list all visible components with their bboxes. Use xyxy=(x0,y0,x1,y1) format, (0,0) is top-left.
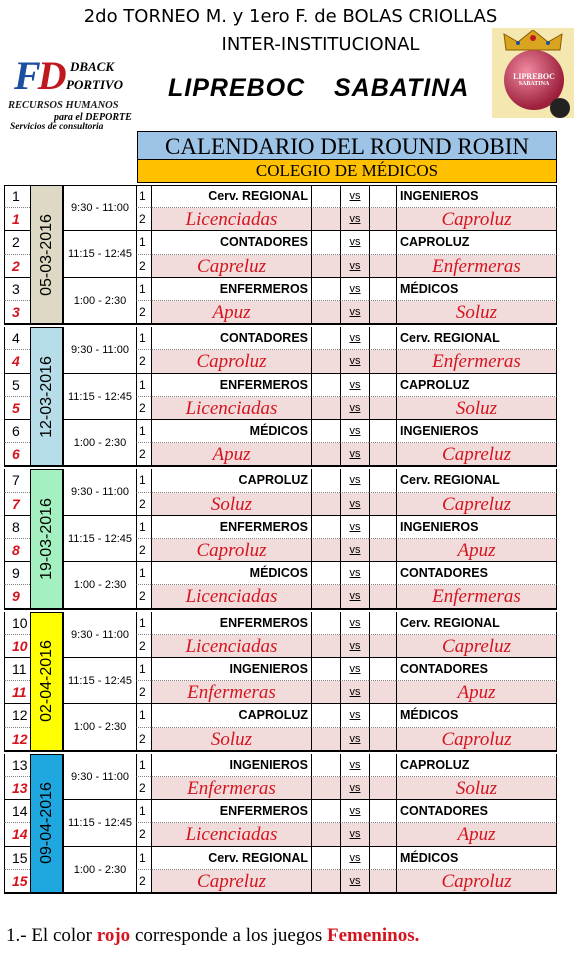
match-number-f: 13 xyxy=(4,777,30,800)
table-top-border xyxy=(4,185,557,186)
gender-index: 2 xyxy=(136,397,151,420)
vs-label: vs xyxy=(340,185,369,208)
time-slot: 11:15 - 12:45 xyxy=(63,516,136,562)
team-away-f: Caproluz xyxy=(396,208,557,231)
vs-label: vs xyxy=(340,870,369,893)
spacer-cell xyxy=(369,870,396,893)
spacer-cell xyxy=(369,255,396,278)
spacer-cell xyxy=(369,350,396,373)
team-home-f: Licenciadas xyxy=(151,208,311,231)
spacer-cell xyxy=(311,327,340,350)
calendar-title: CALENDARIO DEL ROUND ROBIN xyxy=(137,131,557,160)
spacer-cell xyxy=(369,231,396,254)
team-home-f: Apuz xyxy=(151,443,311,466)
spacer-cell xyxy=(311,754,340,777)
gender-index: 1 xyxy=(136,469,151,492)
gender-index: 2 xyxy=(136,635,151,658)
time-slot: 9:30 - 11:00 xyxy=(63,469,136,515)
spacer-cell xyxy=(369,704,396,727)
vs-label: vs xyxy=(340,585,369,608)
gender-index: 2 xyxy=(136,539,151,562)
team-home: CONTADORES xyxy=(151,231,311,254)
logo-dback-text: DBACK xyxy=(70,59,115,74)
spacer-cell xyxy=(369,443,396,466)
gender-index: 1 xyxy=(136,278,151,301)
match-number: 1 xyxy=(4,185,30,208)
logo-line-1: RECURSOS HUMANOS xyxy=(8,100,119,111)
gender-index: 1 xyxy=(136,516,151,539)
gender-index: 1 xyxy=(136,800,151,823)
team-away-f: Soluz xyxy=(396,777,557,800)
time-slot: 1:00 - 2:30 xyxy=(63,278,136,324)
block-divider xyxy=(4,608,557,610)
vs-label: vs xyxy=(340,704,369,727)
gender-index: 2 xyxy=(136,777,151,800)
spacer-cell xyxy=(369,847,396,870)
spacer-cell xyxy=(369,469,396,492)
match-number-f: 7 xyxy=(4,493,30,516)
block-divider xyxy=(4,750,557,752)
spacer-cell xyxy=(311,420,340,443)
gender-index: 1 xyxy=(136,612,151,635)
vs-label: vs xyxy=(340,728,369,751)
vs-label: vs xyxy=(340,777,369,800)
team-away-f: Apuz xyxy=(396,681,557,704)
gender-index: 1 xyxy=(136,847,151,870)
time-slot: 1:00 - 2:30 xyxy=(63,562,136,608)
gender-index: 1 xyxy=(136,327,151,350)
match-number: 6 xyxy=(4,420,30,443)
match-number: 12 xyxy=(4,704,30,727)
team-home: MÉDICOS xyxy=(151,562,311,585)
match-number-f: 5 xyxy=(4,397,30,420)
team-home-f: Caproluz xyxy=(151,350,311,373)
tournament-title: 2do TORNEO M. y 1ero F. de BOLAS CRIOLLAS xyxy=(83,6,498,27)
spacer-cell xyxy=(311,301,340,324)
team-away: CONTADORES xyxy=(396,800,557,823)
small-ball-icon xyxy=(550,98,570,118)
team-home: Cerv. REGIONAL xyxy=(151,847,311,870)
spacer-cell xyxy=(311,443,340,466)
match-number: 8 xyxy=(4,516,30,539)
color-legend-note: 1.- El color rojo corresponde a los juegos Femeninos. xyxy=(6,925,420,946)
date-label: 05-03-2016 xyxy=(37,213,55,296)
brand-lipreboc: LIPREBOC xyxy=(168,74,306,102)
team-away: CONTADORES xyxy=(396,658,557,681)
time-slot: 9:30 - 11:00 xyxy=(63,612,136,658)
vs-label: vs xyxy=(340,231,369,254)
team-away: Cerv. REGIONAL xyxy=(396,327,557,350)
team-home-f: Licenciadas xyxy=(151,635,311,658)
lipreboc-sabatina-logo xyxy=(492,28,574,118)
spacer-cell xyxy=(369,420,396,443)
time-slot: 1:00 - 2:30 xyxy=(63,704,136,750)
spacer-cell xyxy=(369,777,396,800)
match-number: 15 xyxy=(4,847,30,870)
gender-index: 2 xyxy=(136,728,151,751)
spacer-cell xyxy=(311,800,340,823)
team-away-f: Caproluz xyxy=(396,870,557,893)
team-home: CONTADORES xyxy=(151,327,311,350)
date-label: 19-03-2016 xyxy=(37,498,55,580)
spacer-cell xyxy=(311,728,340,751)
logo-portivo-text: PORTIVO xyxy=(66,77,124,92)
spacer-cell xyxy=(369,585,396,608)
match-number-f: 10 xyxy=(4,635,30,658)
team-away: CAPROLUZ xyxy=(396,374,557,397)
spacer-cell xyxy=(369,658,396,681)
spacer-cell xyxy=(369,823,396,846)
team-home: ENFERMEROS xyxy=(151,374,311,397)
match-number: 5 xyxy=(4,374,30,397)
gender-index: 1 xyxy=(136,231,151,254)
vs-label: vs xyxy=(340,374,369,397)
team-home-f: Soluz xyxy=(151,728,311,751)
spacer-cell xyxy=(311,516,340,539)
logo-line-2: para el DEPORTE xyxy=(54,112,132,123)
match-number: 7 xyxy=(4,469,30,492)
spacer-cell xyxy=(311,658,340,681)
team-away: INGENIEROS xyxy=(396,516,557,539)
team-home: CAPROLUZ xyxy=(151,704,311,727)
gender-index: 2 xyxy=(136,443,151,466)
time-slot: 9:30 - 11:00 xyxy=(63,754,136,800)
spacer-cell xyxy=(369,397,396,420)
spacer-cell xyxy=(369,208,396,231)
match-number: 13 xyxy=(4,754,30,777)
crown-icon xyxy=(500,30,566,52)
team-away: CAPROLUZ xyxy=(396,231,557,254)
match-number-f: 15 xyxy=(4,870,30,893)
spacer-cell xyxy=(369,278,396,301)
team-away: CAPROLUZ xyxy=(396,754,557,777)
spacer-cell xyxy=(311,185,340,208)
team-away-f: Enfermeras xyxy=(396,255,557,278)
spacer-cell xyxy=(311,681,340,704)
spacer-cell xyxy=(311,231,340,254)
vs-label: vs xyxy=(340,539,369,562)
spacer-cell xyxy=(311,493,340,516)
gender-index: 2 xyxy=(136,208,151,231)
team-away: CONTADORES xyxy=(396,562,557,585)
spacer-cell xyxy=(369,754,396,777)
team-home: ENFERMEROS xyxy=(151,516,311,539)
spacer-cell xyxy=(311,350,340,373)
date-band xyxy=(30,469,63,608)
team-home-f: Capreluz xyxy=(151,870,311,893)
team-away-f: Capreluz xyxy=(396,443,557,466)
vs-label: vs xyxy=(340,681,369,704)
match-number-f: 6 xyxy=(4,443,30,466)
team-home-f: Enfermeras xyxy=(151,681,311,704)
team-home-f: Caproluz xyxy=(151,539,311,562)
vs-label: vs xyxy=(340,469,369,492)
team-home-f: Capreluz xyxy=(151,255,311,278)
tournament-subtitle: INTER-INSTITUCIONAL xyxy=(221,34,420,55)
brand-sabatina: SABATINA xyxy=(334,74,470,102)
spacer-cell xyxy=(311,255,340,278)
match-number: 11 xyxy=(4,658,30,681)
spacer-cell xyxy=(311,469,340,492)
spacer-cell xyxy=(311,704,340,727)
spacer-cell xyxy=(369,728,396,751)
spacer-cell xyxy=(369,327,396,350)
team-home-f: Licenciadas xyxy=(151,823,311,846)
team-away-f: Caproluz xyxy=(396,728,557,751)
spacer-cell xyxy=(311,562,340,585)
team-home-f: Licenciadas xyxy=(151,585,311,608)
team-away: MÉDICOS xyxy=(396,847,557,870)
vs-label: vs xyxy=(340,255,369,278)
spacer-cell xyxy=(311,823,340,846)
team-away: MÉDICOS xyxy=(396,704,557,727)
match-number-f: 12 xyxy=(4,728,30,751)
team-home: ENFERMEROS xyxy=(151,612,311,635)
team-home: ENFERMEROS xyxy=(151,278,311,301)
team-away: Cerv. REGIONAL xyxy=(396,469,557,492)
spacer-cell xyxy=(369,800,396,823)
match-number-f: 8 xyxy=(4,539,30,562)
match-number: 3 xyxy=(4,278,30,301)
spacer-cell xyxy=(311,208,340,231)
spacer-cell xyxy=(311,870,340,893)
gender-index: 1 xyxy=(136,420,151,443)
vs-label: vs xyxy=(340,493,369,516)
team-home-f: Enfermeras xyxy=(151,777,311,800)
spacer-cell xyxy=(311,397,340,420)
gender-index: 1 xyxy=(136,185,151,208)
fd-logo-mark: FD xyxy=(14,53,64,98)
spacer-cell xyxy=(311,847,340,870)
gender-index: 2 xyxy=(136,823,151,846)
team-home-f: Apuz xyxy=(151,301,311,324)
feedback-deportivo-logo xyxy=(8,53,158,136)
vs-label: vs xyxy=(340,443,369,466)
team-home: CAPROLUZ xyxy=(151,469,311,492)
team-away: MÉDICOS xyxy=(396,278,557,301)
time-slot: 9:30 - 11:00 xyxy=(63,185,136,231)
spacer-cell xyxy=(369,516,396,539)
spacer-cell xyxy=(369,301,396,324)
vs-label: vs xyxy=(340,635,369,658)
spacer-cell xyxy=(311,374,340,397)
team-away: INGENIEROS xyxy=(396,185,557,208)
date-label: 02-04-2016 xyxy=(37,640,55,723)
vs-label: vs xyxy=(340,612,369,635)
vs-label: vs xyxy=(340,397,369,420)
spacer-cell xyxy=(311,635,340,658)
vs-label: vs xyxy=(340,301,369,324)
team-home-f: Soluz xyxy=(151,493,311,516)
block-divider xyxy=(4,323,557,325)
vs-label: vs xyxy=(340,208,369,231)
team-away-f: Soluz xyxy=(396,397,557,420)
spacer-cell xyxy=(369,635,396,658)
vs-label: vs xyxy=(340,516,369,539)
date-band xyxy=(30,185,63,324)
date-label: 09-04-2016 xyxy=(37,782,55,865)
gender-index: 2 xyxy=(136,493,151,516)
team-home: Cerv. REGIONAL xyxy=(151,185,311,208)
gender-index: 1 xyxy=(136,374,151,397)
vs-label: vs xyxy=(340,350,369,373)
team-away-f: Capreluz xyxy=(396,635,557,658)
spacer-cell xyxy=(311,777,340,800)
spacer-cell xyxy=(369,493,396,516)
vs-label: vs xyxy=(340,658,369,681)
vs-label: vs xyxy=(340,420,369,443)
time-slot: 11:15 - 12:45 xyxy=(63,800,136,846)
match-number-f: 14 xyxy=(4,823,30,846)
vs-label: vs xyxy=(340,754,369,777)
match-number-f: 11 xyxy=(4,681,30,704)
spacer-cell xyxy=(311,585,340,608)
spacer-cell xyxy=(369,681,396,704)
spacer-cell xyxy=(369,612,396,635)
team-away-f: Apuz xyxy=(396,539,557,562)
vs-label: vs xyxy=(340,800,369,823)
vs-label: vs xyxy=(340,327,369,350)
match-number-f: 1 xyxy=(4,208,30,231)
gender-index: 2 xyxy=(136,255,151,278)
team-home: ENFERMEROS xyxy=(151,800,311,823)
time-slot: 11:15 - 12:45 xyxy=(63,231,136,277)
match-number-f: 2 xyxy=(4,255,30,278)
match-number: 14 xyxy=(4,800,30,823)
match-number: 4 xyxy=(4,327,30,350)
team-away-f: Soluz xyxy=(396,301,557,324)
logo-line-3: Servicios de consultoria xyxy=(10,122,104,132)
gender-index: 1 xyxy=(136,562,151,585)
time-slot: 11:15 - 12:45 xyxy=(63,374,136,420)
bocce-ball-icon: LIPREBOC SABATINA xyxy=(504,50,564,110)
gender-index: 2 xyxy=(136,585,151,608)
date-band xyxy=(30,327,63,466)
time-slot: 11:15 - 12:45 xyxy=(63,658,136,704)
team-away-f: Enfermeras xyxy=(396,350,557,373)
time-slot: 1:00 - 2:30 xyxy=(63,420,136,466)
match-number: 9 xyxy=(4,562,30,585)
calendar-venue: COLEGIO DE MÉDICOS xyxy=(137,160,557,183)
team-away-f: Capreluz xyxy=(396,493,557,516)
gender-index: 1 xyxy=(136,754,151,777)
gender-index: 1 xyxy=(136,658,151,681)
date-band xyxy=(30,612,63,751)
team-away: Cerv. REGIONAL xyxy=(396,612,557,635)
team-home-f: Licenciadas xyxy=(151,397,311,420)
spacer-cell xyxy=(369,539,396,562)
team-away-f: Apuz xyxy=(396,823,557,846)
gender-index: 1 xyxy=(136,704,151,727)
date-label: 12-03-2016 xyxy=(37,355,55,438)
vs-label: vs xyxy=(340,823,369,846)
spacer-cell xyxy=(369,185,396,208)
match-number: 10 xyxy=(4,612,30,635)
spacer-cell xyxy=(311,278,340,301)
block-divider xyxy=(4,465,557,467)
spacer-cell xyxy=(369,374,396,397)
spacer-cell xyxy=(311,612,340,635)
match-number-f: 3 xyxy=(4,301,30,324)
match-number: 2 xyxy=(4,231,30,254)
gender-index: 2 xyxy=(136,870,151,893)
gender-index: 2 xyxy=(136,301,151,324)
team-home: MÉDICOS xyxy=(151,420,311,443)
time-slot: 1:00 - 2:30 xyxy=(63,847,136,893)
gender-index: 2 xyxy=(136,350,151,373)
team-home: INGENIEROS xyxy=(151,658,311,681)
spacer-cell xyxy=(369,562,396,585)
spacer-cell xyxy=(311,539,340,562)
match-number-f: 4 xyxy=(4,350,30,373)
block-divider xyxy=(4,892,557,894)
vs-label: vs xyxy=(340,847,369,870)
team-away-f: Enfermeras xyxy=(396,585,557,608)
date-band xyxy=(30,754,63,893)
team-home: INGENIEROS xyxy=(151,754,311,777)
gender-index: 2 xyxy=(136,681,151,704)
vs-label: vs xyxy=(340,562,369,585)
match-number-f: 9 xyxy=(4,585,30,608)
team-away: INGENIEROS xyxy=(396,420,557,443)
time-slot: 9:30 - 11:00 xyxy=(63,327,136,373)
vs-label: vs xyxy=(340,278,369,301)
